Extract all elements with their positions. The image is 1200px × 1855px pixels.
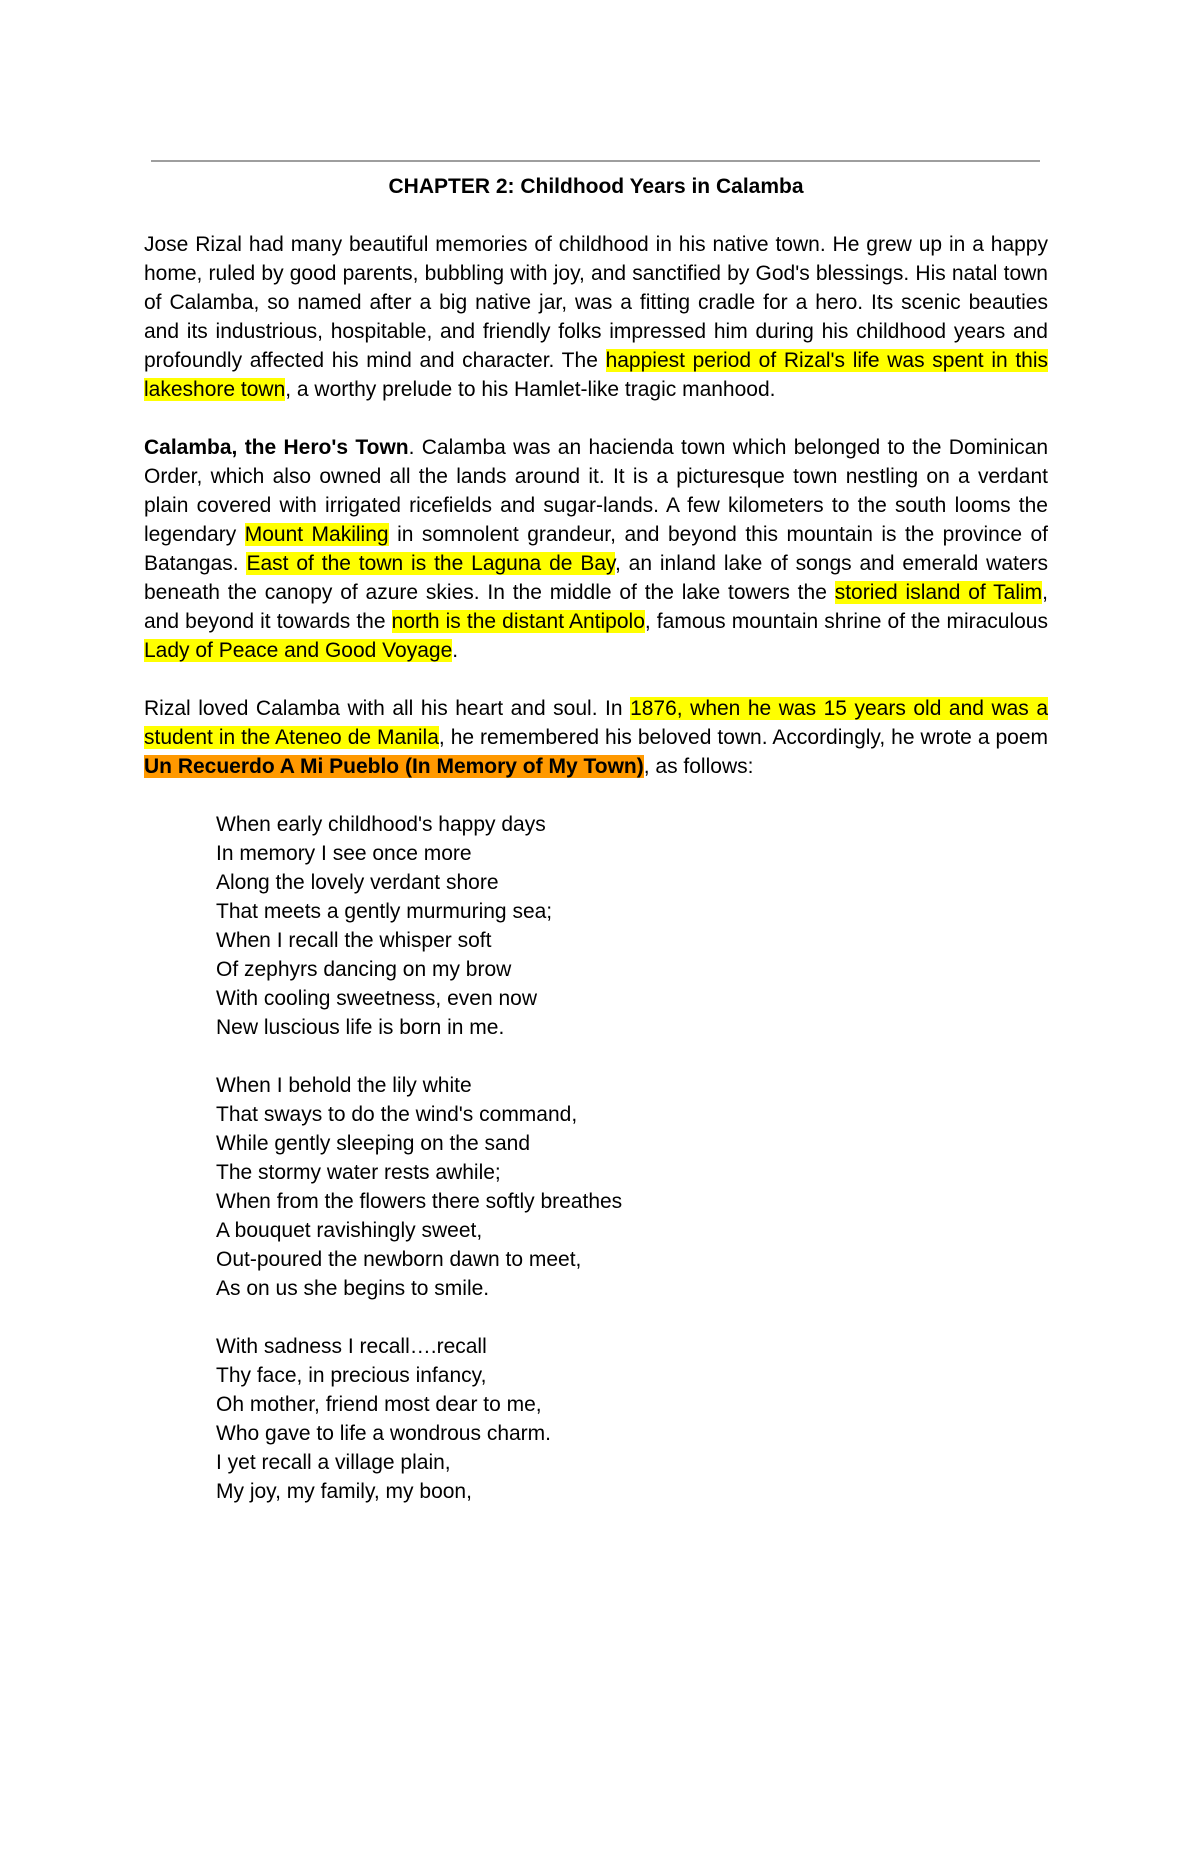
poem-line: With cooling sweetness, even now — [216, 987, 537, 1010]
poem-line: The stormy water rests awhile; — [216, 1161, 501, 1184]
poem — [216, 810, 1048, 1506]
text-run: . Calamba was an hacienda town which belonged to the Dominican Order, which also owned all the lands around it. It is a picturesque town nestling on a verdant plain covered with irrigated ricefields and sugar-lands. A few kilometers to the south looms the legendary — [144, 436, 1048, 546]
poem-line: That meets a gently murmuring sea; — [216, 900, 553, 923]
text-run: , an inland lake of songs and emerald waters beneath the canopy of azure skies. In the middle of the lake towers the — [144, 552, 1049, 604]
poem-line: Of zephyrs dancing on my brow — [216, 958, 512, 981]
poem-line: When I behold the lily white — [216, 1074, 472, 1097]
poem-line: With sadness I recall….recall — [216, 1335, 487, 1358]
poem-line: I yet recall a village plain, — [216, 1451, 451, 1474]
poem-line: While gently sleeping on the sand — [216, 1132, 531, 1155]
text-run: Jose Rizal had many beautiful memories of childhood in his native town. He grew up in a happy home, ruled by good parents, bubbling with joy, and sanctified by God's blessings. His natal town of Calamba, so named after a big native jar, was a fitting cradle for a hero. Its scenic beauties and its industrious, hospitable, and friendly folks impressed him during his childhood years and profoundly affected his mind and character. The — [144, 233, 1048, 372]
poem-line: A bouquet ravishingly sweet, — [216, 1219, 483, 1242]
poem-line: Along the lovely verdant shore — [216, 871, 499, 894]
poem-line: When I recall the whisper soft — [216, 929, 492, 952]
section-heading: Calamba, the Hero's Town — [144, 436, 409, 459]
poem-line: In memory I see once more — [216, 842, 472, 865]
poem-line: New luscious life is born in me. — [216, 1016, 505, 1039]
poem-line: That sways to do the wind's command, — [216, 1103, 578, 1126]
poem-line: As on us she begins to smile. — [216, 1277, 490, 1300]
poem-title-highlight: Un Recuerdo A Mi Pueblo (In Memory of My Town) — [144, 755, 644, 778]
poem-stanza-2 — [216, 1071, 1048, 1303]
highlighted-text: storied island of Talim — [834, 581, 1043, 604]
highlighted-text: East of the town is the Laguna de Bay — [246, 552, 615, 575]
highlighted-text: Lady of Peace and Good Voyage — [144, 639, 453, 662]
chapter-title: CHAPTER 2: Childhood Years in Calamba — [388, 175, 804, 198]
document-body — [144, 230, 1048, 1535]
highlighted-text: 1876, when he was 15 years old and was a student in the Ateneo de Manila — [144, 697, 1048, 749]
calamba-paragraph — [144, 433, 1048, 665]
text-run: , famous mountain shrine of the miraculous — [644, 610, 1048, 633]
text-run: , a worthy prelude to his Hamlet-like tragic manhood. — [285, 378, 776, 401]
highlighted-text: happiest period of Rizal's life was spent in this lakeshore town — [144, 349, 1049, 401]
highlighted-text: Mount Makiling — [244, 523, 389, 546]
poem-line: When from the flowers there softly breathes — [216, 1190, 623, 1213]
poem-line: Oh mother, friend most dear to me, — [216, 1393, 542, 1416]
poem-stanza-3 — [216, 1332, 1048, 1506]
poem-line: Who gave to life a wondrous charm. — [216, 1422, 551, 1445]
poem-line: Out-poured the newborn dawn to meet, — [216, 1248, 582, 1271]
text-run: Rizal loved Calamba with all his heart and soul. In — [144, 697, 631, 720]
text-run: , as follows: — [643, 755, 754, 778]
text-run: , he remembered his beloved town. Accordingly, he wrote a poem — [438, 726, 1048, 749]
header-divider — [151, 160, 1040, 162]
poem-line: My joy, my family, my boon, — [216, 1480, 472, 1503]
text-run: . — [452, 639, 459, 662]
poem-line: Thy face, in precious infancy, — [216, 1364, 487, 1387]
poem-stanza-1 — [216, 810, 1048, 1042]
text-run: in somnolent grandeur, and beyond this mountain is the province of Batangas. — [144, 523, 1049, 575]
text-run: , and beyond it towards the — [144, 581, 1048, 633]
poem-line: When early childhood's happy days — [216, 813, 546, 836]
intro-paragraph — [144, 230, 1048, 404]
poem-intro-paragraph — [144, 694, 1048, 781]
highlighted-text: north is the distant Antipolo — [391, 610, 645, 633]
